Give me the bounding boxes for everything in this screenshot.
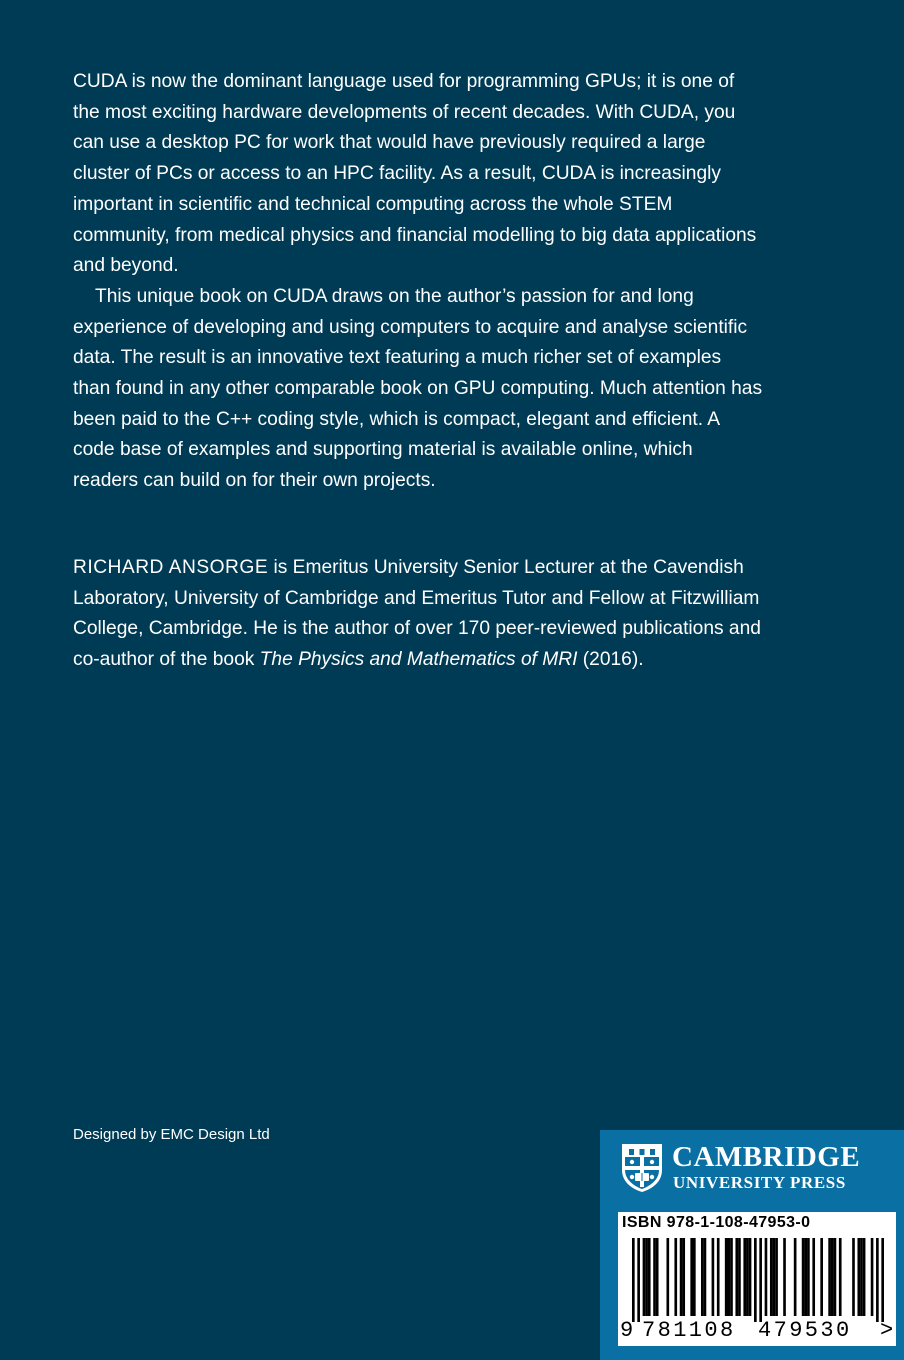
publisher-name-line-2: UNIVERSITY PRESS bbox=[673, 1173, 846, 1192]
barcode-bar bbox=[735, 1238, 738, 1316]
blurb bbox=[73, 67, 763, 497]
barcode-end-mark: > bbox=[880, 1318, 894, 1343]
barcode-digits bbox=[618, 1318, 896, 1344]
barcode-bar bbox=[794, 1238, 797, 1316]
barcode-bar bbox=[637, 1238, 640, 1322]
barcode-bar bbox=[820, 1238, 823, 1316]
barcode-bar bbox=[770, 1238, 773, 1316]
barcode-bar bbox=[783, 1238, 786, 1316]
barcode-bar bbox=[807, 1238, 810, 1316]
barcode-bar bbox=[738, 1238, 741, 1316]
publisher-logo bbox=[620, 1140, 890, 1196]
barcode-bar bbox=[682, 1238, 685, 1316]
barcode-bar bbox=[680, 1238, 683, 1316]
barcode-bars bbox=[632, 1238, 884, 1322]
barcode-bar bbox=[693, 1238, 696, 1316]
barcode-bar bbox=[871, 1238, 874, 1316]
barcode-digits-right: 479530 bbox=[758, 1318, 852, 1343]
barcode-bar bbox=[876, 1238, 879, 1322]
barcode-bar bbox=[656, 1238, 659, 1316]
barcode-bar bbox=[831, 1238, 834, 1316]
barcode-bar bbox=[765, 1238, 768, 1316]
barcode-bar bbox=[804, 1238, 807, 1316]
barcode-bar bbox=[674, 1238, 677, 1316]
barcode-bar bbox=[666, 1238, 669, 1316]
barcode-bar bbox=[775, 1238, 778, 1316]
barcode-bar bbox=[881, 1238, 884, 1322]
barcode-bar bbox=[730, 1238, 733, 1316]
barcode-bar bbox=[839, 1238, 842, 1316]
barcode-bar bbox=[712, 1238, 715, 1316]
author-bio bbox=[73, 553, 763, 676]
barcode-bar bbox=[717, 1238, 720, 1316]
barcode-bar bbox=[852, 1238, 855, 1316]
barcode-bar bbox=[749, 1238, 752, 1316]
publisher-name-line-1: CAMBRIDGE bbox=[672, 1141, 861, 1173]
barcode-bar bbox=[746, 1238, 749, 1316]
publisher-box bbox=[600, 1130, 904, 1360]
barcode-bar bbox=[643, 1238, 646, 1316]
bio-text-part-2: (2016). bbox=[577, 649, 644, 671]
barcode-bar bbox=[828, 1238, 831, 1316]
barcode-bar bbox=[645, 1238, 648, 1316]
barcode-bar bbox=[802, 1238, 805, 1316]
barcode-bar bbox=[727, 1238, 730, 1316]
barcode-digits-left: 781108 bbox=[642, 1318, 736, 1343]
barcode-bar bbox=[812, 1238, 815, 1316]
designer-credit: Designed by EMC Design Ltd bbox=[73, 1126, 270, 1143]
barcode-bar bbox=[860, 1238, 863, 1316]
barcode-bar bbox=[653, 1238, 656, 1316]
isbn-label: ISBN 978-1-108-47953-0 bbox=[622, 1214, 811, 1231]
blurb-paragraph-1: CUDA is now the dominant language used for programming GPUs; it is one of the most exciting hardware developments of recent decades. With CUDA, you can use a desktop PC for work that would have previously required a large cluster of PCs or access to an HPC facility. As a result, CUDA is increasingly important in scientific and technical computing across the whole STEM community, from medical physics and financial modelling to big data applications and beyond. bbox=[73, 71, 757, 277]
barcode-bar bbox=[863, 1238, 866, 1316]
barcode-bar bbox=[690, 1238, 693, 1316]
book-title: The Physics and Mathematics of MRI bbox=[259, 649, 578, 671]
barcode-bar bbox=[743, 1238, 746, 1316]
barcode-bar bbox=[857, 1238, 860, 1316]
bio-text-part-1: is Emeritus University Senior Lecturer at the Cavendish Laboratory, University of Cambridge and Emeritus Tutor and Fellow at Fitzwilliam College, Cambridge. He is the author of over 170 peer-reviewed publications and co-author of the book bbox=[73, 557, 761, 671]
barcode-bar bbox=[754, 1238, 757, 1322]
barcode-box bbox=[618, 1212, 896, 1346]
barcode-bar bbox=[632, 1238, 635, 1322]
blurb-paragraph-2: This unique book on CUDA draws on the author’s passion for and long experience of developing and using computers to acquire and analyse scientific data. The result is an innovative text featuring a much richer set of examples than found in any other comparable book on GPU computing. Much attention has been paid to the C++ coding style, which is compact, elegant and efficient. A code base of examples and supporting material is available online, which readers can build on for their own projects. bbox=[73, 285, 763, 492]
barcode-bar bbox=[834, 1238, 837, 1316]
cambridge-crest-icon bbox=[620, 1142, 664, 1194]
barcode-bar bbox=[773, 1238, 776, 1316]
barcode-bar bbox=[704, 1238, 707, 1316]
barcode-digit-first: 9 bbox=[620, 1318, 634, 1343]
barcode-bar bbox=[701, 1238, 704, 1316]
author-bio-paragraph bbox=[73, 553, 763, 676]
barcode-bar bbox=[725, 1238, 728, 1316]
author-name: RICHARD ANSORGE bbox=[73, 557, 269, 578]
barcode-bar bbox=[648, 1238, 651, 1316]
barcode-bar bbox=[759, 1238, 762, 1322]
